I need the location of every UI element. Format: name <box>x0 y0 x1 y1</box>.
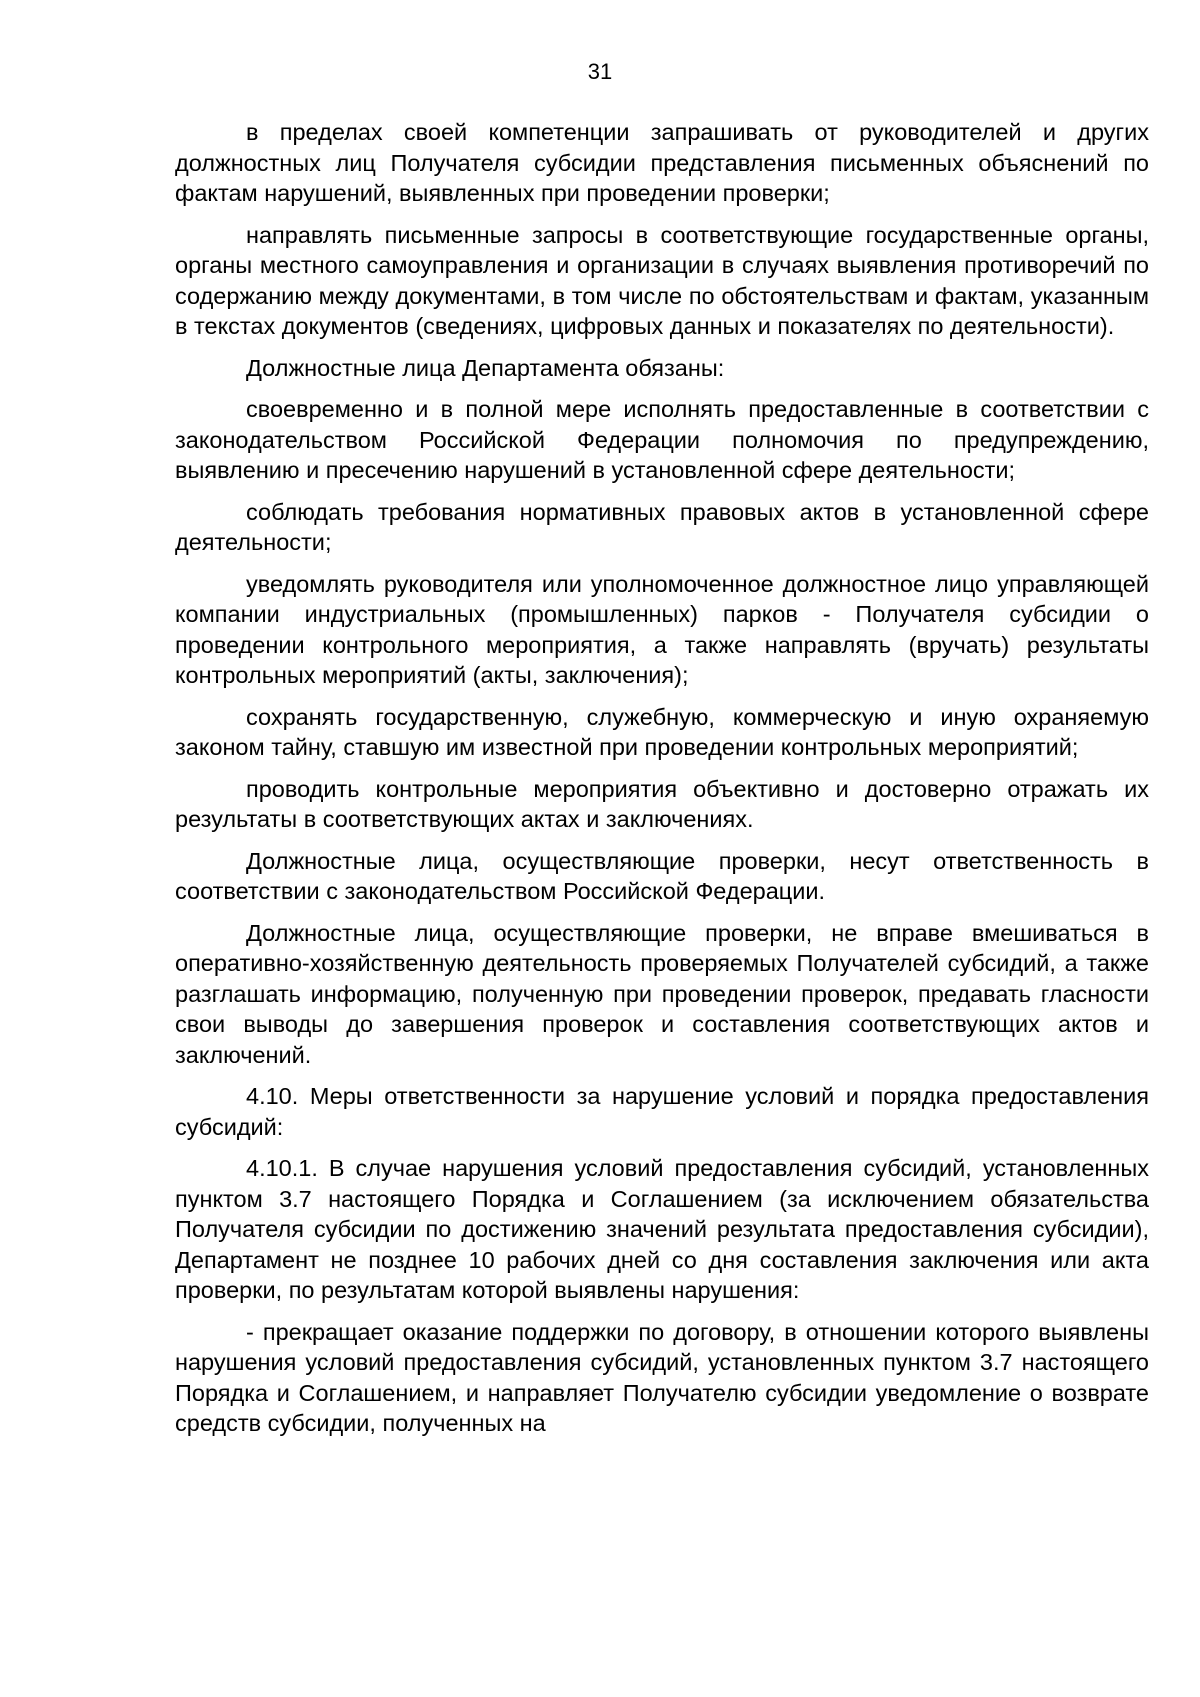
paragraph-request-explanations: в пределах своей компетенции запрашивать от руководителей и других должностных лиц Получателя субсидии представления письменных объяснений по фактам нарушений, выявленных при проведении проверки; <box>175 119 1149 206</box>
paragraph-objective-audits: проводить контрольные мероприятия объективно и достоверно отражать их результаты в соответствующих актах и заключениях. <box>175 775 1149 832</box>
document-body <box>175 117 1149 1450</box>
paragraph-exercise-powers: своевременно и в полной мере исполнять предоставленные в соответствии с законодательством Российской Федерации полномочия по предупреждению, выявлению и пресечению нарушений в установленной сфере деятельности; <box>175 396 1149 483</box>
paragraph-section-4-10: 4.10. Меры ответственности за нарушение условий и порядка предоставления субсидий: <box>175 1083 1149 1140</box>
page-number: 31 <box>587 59 613 84</box>
paragraph-no-interference: Должностные лица, осуществляющие проверки, не вправе вмешиваться в оперативно-хозяйственную деятельность проверяемых Получателей субсидий, а также разглашать информацию, полученную при проведении проверок, предавать гласности свои выводы до завершения проверок и составления соответствующих актов и заключений. <box>175 919 1149 1068</box>
paragraph-send-requests: направлять письменные запросы в соответствующие государственные органы, органы местного самоуправления и организации в случаях выявления противоречий по содержанию между документами, в том числе по обстоятельствам и фактам, указанным в текстах документов (сведениях, цифровых данных и показателях по деятельности). <box>175 221 1149 339</box>
paragraph-section-4-10-1: 4.10.1. В случае нарушения условий предоставления субсидий, установленных пунктом 3.7 настоящего Порядка и Соглашением (за исключением обязательства Получателя субсидии по достижению значений результата предоставления субсидии), Департамент не позднее 10 рабочих дней со дня составления заключения или акта проверки, по результатам которой выявлены нарушения: <box>175 1155 1149 1303</box>
paragraph-notify-manager: уведомлять руководителя или уполномоченное должностное лицо управляющей компании индустриальных (промышленных) парков - Получателя субсидии о проведении контрольного мероприятия, а также направлять (вручать) результаты контрольных мероприятий (акты, заключения); <box>175 570 1149 688</box>
paragraph-terminate-support: - прекращает оказание поддержки по договору, в отношении которого выявлены нарушения условий предоставления субсидий, установленных пунктом 3.7 настоящего Порядка и Соглашением, и направляет Получателю субсидии уведомление о возврате средств субсидии, полученных на <box>175 1318 1149 1436</box>
paragraph-keep-secrets: сохранять государственную, служебную, коммерческую и иную охраняемую законом тайну, ставшую им известной при проведении контрольных мероприятий; <box>175 703 1149 760</box>
paragraph-duties-heading: Должностные лица Департамента обязаны: <box>246 354 725 381</box>
paragraph-responsibility: Должностные лица, осуществляющие проверки, несут ответственность в соответствии с законодательством Российской Федерации. <box>175 847 1149 904</box>
paragraph-comply-requirements: соблюдать требования нормативных правовых актов в установленной сфере деятельности; <box>175 498 1149 555</box>
